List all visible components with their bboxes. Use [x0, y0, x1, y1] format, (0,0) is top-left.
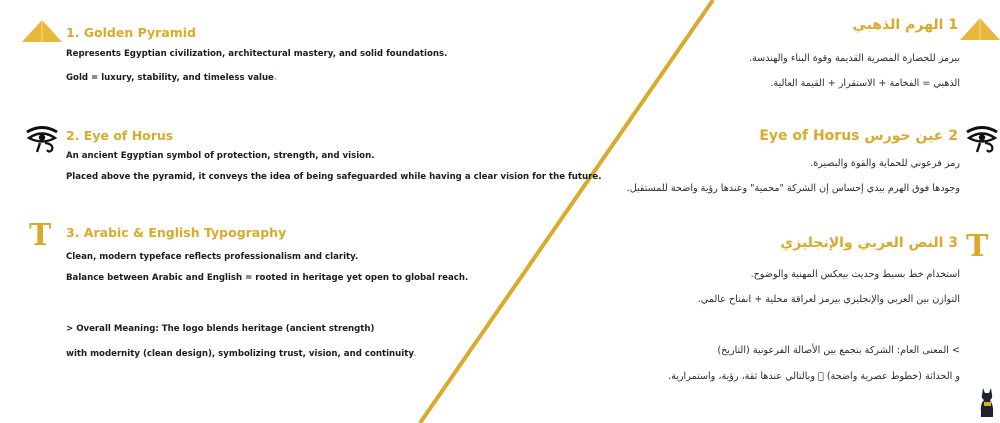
ar-text: الذهبي = الفخامة + الاستقرار + القيمة العالية. [770, 78, 960, 89]
typography-t-icon: T [966, 229, 989, 264]
en-overall-line: with modernity (clean design), symbolizing trust, vision, and continuity. [66, 349, 417, 359]
pyramid-icon [960, 18, 1000, 40]
ar-text: التوازن بين العربي والإنجليزي بيرمز لعراقة محلية + انفتاح عالمي. [697, 294, 960, 305]
ar-text: بيرمز للحضارة المصرية القديمة وقوة البناء والهندسة. [748, 53, 960, 64]
eye-of-horus-icon [964, 124, 1000, 154]
en-title-eye-of-horus: 2. Eye of Horus [66, 128, 174, 143]
ar-text: وجودها فوق الهرم بيدي إحساس إن الشركة "محمية" وعندها رؤية واضحة للمستقبل. [626, 183, 960, 194]
en-text: Represents Egyptian civilization, architectural mastery, and solid foundations. [66, 49, 448, 59]
gold-dot: . [413, 349, 417, 359]
en-text: Balance between Arabic and English = rooted in heritage yet open to global reach. [66, 273, 469, 283]
typography-t-icon: T [29, 218, 52, 253]
en-text: An ancient Egyptian symbol of protection, strength, and vision. [66, 151, 375, 161]
ar-title-typography: 3 النص العربي والإنجليزي [780, 235, 958, 251]
gold-dot: . [273, 73, 278, 83]
ar-text: رمز فرعوني للحماية والقوة والبصيرة. [810, 158, 960, 169]
eye-of-horus-icon [24, 124, 60, 154]
ar-overall-line: و الحداثة (خطوط عصرية واضحة) ⃝ وبالتالي عندها ثقة، رؤية، واستمرارية. [668, 371, 960, 382]
ar-title-eye-of-horus: 2 عين حورس Eye of Horus [759, 128, 958, 144]
en-text: Clean, modern typeface reflects professionalism and clarity. [66, 252, 359, 262]
en-title-golden-pyramid: 1. Golden Pyramid [66, 25, 197, 40]
ar-title-golden-pyramid: 1 الهرم الذهبي [852, 17, 958, 33]
ar-overall-line: > المعنى العام: الشركة بتجمع بين الأصالة الفرعونية (التاريخ) [717, 345, 960, 356]
cat-statue-icon [978, 386, 996, 418]
en-title-typography: 3. Arabic & English Typography [66, 225, 287, 240]
ar-text: استخدام خط بسيط وحديث بيعكس المهنية والوضوح. [750, 269, 960, 280]
pyramid-icon [22, 20, 62, 42]
en-text: Gold = luxury, stability, and timeless value. [66, 73, 278, 83]
en-text: Placed above the pyramid, it conveys the idea of being safeguarded while having a clear vision for the future. [66, 172, 602, 182]
en-overall-line: > Overall Meaning: The logo blends heritage (ancient strength) [66, 324, 375, 334]
